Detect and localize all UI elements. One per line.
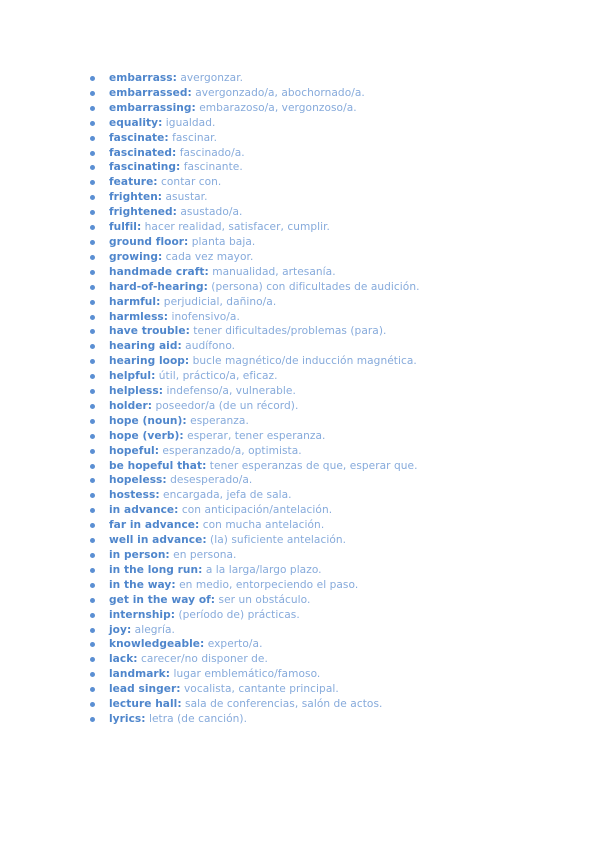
vocab-term: well in advance: (109, 534, 207, 547)
vocab-term: frighten: (109, 191, 163, 204)
vocab-definition: inofensivo/a. (168, 310, 240, 323)
vocab-definition: desesperado/a. (166, 474, 253, 487)
bullet-icon (90, 464, 95, 469)
bullet-icon (90, 195, 95, 200)
bullet-icon (90, 553, 95, 558)
vocab-definition: experto/a. (204, 638, 263, 651)
vocab-definition: manualidad, artesanía. (208, 265, 336, 278)
vocab-definition: esperanzado/a, optimista. (159, 444, 302, 457)
vocab-definition: avergonzar. (176, 72, 244, 84)
vocab-term: ground floor: (109, 235, 189, 248)
bullet-icon (90, 613, 95, 618)
vocab-definition: hacer realidad, satisfacer, cumplir. (141, 221, 330, 234)
bullet-icon (90, 628, 95, 633)
vocab-term: hopeless: (109, 474, 167, 487)
bullet-icon (90, 583, 95, 588)
list-item (88, 429, 588, 444)
vocab-definition: cada vez mayor. (162, 250, 254, 263)
list-item (88, 146, 588, 161)
vocab-term: lecture hall: (109, 698, 182, 711)
bullet-icon (90, 329, 95, 334)
vocab-definition: audífono. (181, 340, 236, 353)
bullet-icon (90, 240, 95, 245)
vocab-term: embarrass: (109, 72, 177, 84)
list-item (88, 205, 588, 220)
vocab-definition: asustar. (162, 191, 208, 204)
bullet-icon (90, 568, 95, 573)
list-item (88, 444, 588, 459)
bullet-icon (90, 478, 95, 483)
list-item (88, 310, 588, 325)
bullet-icon (90, 434, 95, 439)
bullet-icon (90, 538, 95, 543)
list-item (88, 667, 588, 682)
list-item (88, 578, 588, 593)
vocab-definition: ser un obstáculo. (215, 593, 311, 606)
bullet-icon (90, 180, 95, 185)
vocab-definition: en persona. (169, 549, 237, 561)
vocab-term: fascinate: (109, 131, 169, 144)
vocab-definition: (persona) con dificultades de audición. (207, 280, 420, 293)
vocab-definition: (período de) prácticas. (175, 608, 300, 621)
vocab-term: hearing aid: (109, 340, 182, 353)
list-item (88, 399, 588, 414)
vocab-term: in advance: (109, 504, 179, 517)
vocab-term: helpful: (109, 370, 156, 383)
list-item (88, 354, 588, 369)
vocab-term: fascinated: (109, 146, 177, 159)
bullet-icon (90, 151, 95, 156)
list-item (88, 682, 588, 697)
list-item (88, 608, 588, 623)
vocab-definition: a la larga/largo plazo. (202, 563, 322, 576)
vocab-term: frightened: (109, 206, 177, 219)
list-item (88, 235, 588, 250)
vocab-definition: fascinado/a. (176, 146, 245, 159)
bullet-icon (90, 523, 95, 528)
list-item (88, 190, 588, 205)
vocab-definition: vocalista, cantante principal. (180, 683, 339, 696)
bullet-icon (90, 598, 95, 603)
bullet-icon (90, 642, 95, 647)
vocab-term: hopeful: (109, 444, 160, 457)
vocab-definition: fascinante. (180, 161, 243, 174)
list-item (88, 623, 588, 638)
list-item (88, 637, 588, 652)
vocab-term: hope (noun): (109, 414, 187, 427)
list-item (88, 712, 588, 727)
list-item (88, 384, 588, 399)
vocab-definition: con anticipación/antelación. (178, 504, 333, 517)
list-item (88, 369, 588, 384)
vocabulary-list (88, 71, 588, 727)
vocab-definition: indefenso/a, vulnerable. (163, 385, 296, 398)
list-item (88, 265, 588, 280)
vocab-term: lead singer: (109, 683, 181, 696)
vocab-definition: tener dificultades/problemas (para). (189, 325, 387, 338)
vocab-term: holder: (109, 399, 153, 412)
list-item (88, 473, 588, 488)
bullet-icon (90, 300, 95, 305)
list-item (88, 652, 588, 667)
list-item (88, 563, 588, 578)
vocab-definition: sala de conferencias, salón de actos. (181, 698, 383, 711)
bullet-icon (90, 687, 95, 692)
bullet-icon (90, 165, 95, 170)
vocab-definition: igualdad. (162, 116, 216, 129)
vocab-term: internship: (109, 608, 176, 621)
vocab-definition: fascinar. (168, 131, 217, 144)
list-item (88, 86, 588, 101)
vocab-definition: perjudicial, dañino/a. (160, 295, 277, 308)
list-item (88, 131, 588, 146)
bullet-icon (90, 657, 95, 662)
bullet-icon (90, 285, 95, 290)
bullet-icon (90, 374, 95, 379)
bullet-icon (90, 91, 95, 96)
list-item (88, 101, 588, 116)
vocab-definition: embarazoso/a, vergonzoso/a. (195, 101, 357, 114)
bullet-icon (90, 76, 95, 81)
list-item (88, 459, 588, 474)
bullet-icon (90, 136, 95, 141)
vocab-term: hard-of-hearing: (109, 280, 208, 293)
vocab-definition: poseedor/a (de un récord). (152, 399, 299, 412)
list-item (88, 548, 588, 563)
bullet-icon (90, 672, 95, 677)
vocab-definition: asustado/a. (176, 206, 243, 219)
vocab-term: in the long run: (109, 563, 203, 576)
list-item (88, 116, 588, 131)
vocab-term: get in the way of: (109, 593, 216, 606)
vocab-term: helpless: (109, 385, 164, 398)
list-item (88, 533, 588, 548)
bullet-icon (90, 255, 95, 260)
list-item (88, 220, 588, 235)
list-item (88, 697, 588, 712)
list-item (88, 339, 588, 354)
vocab-term: embarrassed: (109, 86, 192, 99)
vocab-term: harmful: (109, 295, 161, 308)
vocab-definition: encargada, jefa de sala. (159, 489, 292, 502)
vocab-definition: carecer/no disponer de. (137, 653, 268, 666)
list-item (88, 175, 588, 190)
vocab-definition: esperar, tener esperanza. (183, 429, 326, 442)
list-item (88, 324, 588, 339)
vocab-term: hope (verb): (109, 429, 184, 442)
vocab-term: growing: (109, 250, 163, 263)
list-item (88, 488, 588, 503)
vocab-definition: letra (de canción). (145, 712, 248, 725)
vocab-term: far in advance: (109, 519, 200, 532)
vocab-term: joy: (109, 623, 132, 636)
bullet-icon (90, 419, 95, 424)
bullet-icon (90, 210, 95, 215)
vocab-definition: bucle magnético/de inducción magnética. (189, 355, 417, 368)
list-item (88, 414, 588, 429)
bullet-icon (90, 449, 95, 454)
vocab-definition: planta baja. (188, 235, 256, 248)
vocab-definition: útil, práctico/a, eficaz. (155, 370, 278, 383)
vocab-definition: alegría. (131, 623, 175, 636)
vocab-term: handmade craft: (109, 265, 209, 278)
bullet-icon (90, 344, 95, 349)
vocab-term: knowledgeable: (109, 638, 205, 651)
vocab-term: embarrassing: (109, 101, 196, 114)
vocab-term: lack: (109, 653, 138, 666)
list-item (88, 160, 588, 175)
vocab-definition: (la) suficiente antelación. (206, 534, 347, 547)
bullet-icon (90, 389, 95, 394)
bullet-icon (90, 404, 95, 409)
list-item (88, 280, 588, 295)
list-item (88, 250, 588, 265)
vocab-term: be hopeful that: (109, 459, 207, 472)
vocab-definition: contar con. (157, 176, 222, 189)
vocab-definition: avergonzado/a, abochornado/a. (191, 86, 365, 99)
bullet-icon (90, 270, 95, 275)
list-item (88, 71, 588, 86)
vocab-term: in person: (109, 549, 170, 561)
vocab-term: equality: (109, 116, 163, 129)
bullet-icon (90, 121, 95, 126)
bullet-icon (90, 225, 95, 230)
list-item (88, 593, 588, 608)
vocab-definition: tener esperanzas de que, esperar que. (206, 459, 418, 472)
vocab-term: hostess: (109, 489, 160, 502)
bullet-icon (90, 359, 95, 364)
vocab-term: landmark: (109, 668, 171, 681)
vocab-definition: con mucha antelación. (199, 519, 325, 532)
vocab-term: hearing loop: (109, 355, 190, 368)
vocab-term: fulfil: (109, 221, 142, 234)
vocab-term: lyrics: (109, 712, 146, 725)
vocab-term: fascinating: (109, 161, 181, 174)
list-item (88, 518, 588, 533)
vocab-definition: lugar emblemático/famoso. (170, 668, 321, 681)
bullet-icon (90, 717, 95, 722)
vocab-term: in the way: (109, 578, 176, 591)
bullet-icon (90, 106, 95, 111)
vocab-term: harmless: (109, 310, 169, 323)
bullet-icon (90, 315, 95, 320)
vocab-term: have trouble: (109, 325, 190, 338)
vocab-term: feature: (109, 176, 158, 189)
vocab-definition: esperanza. (186, 414, 249, 427)
list-item (88, 503, 588, 518)
bullet-icon (90, 702, 95, 707)
bullet-icon (90, 508, 95, 513)
list-item (88, 295, 588, 310)
bullet-icon (90, 493, 95, 498)
vocab-definition: en medio, entorpeciendo el paso. (175, 578, 359, 591)
